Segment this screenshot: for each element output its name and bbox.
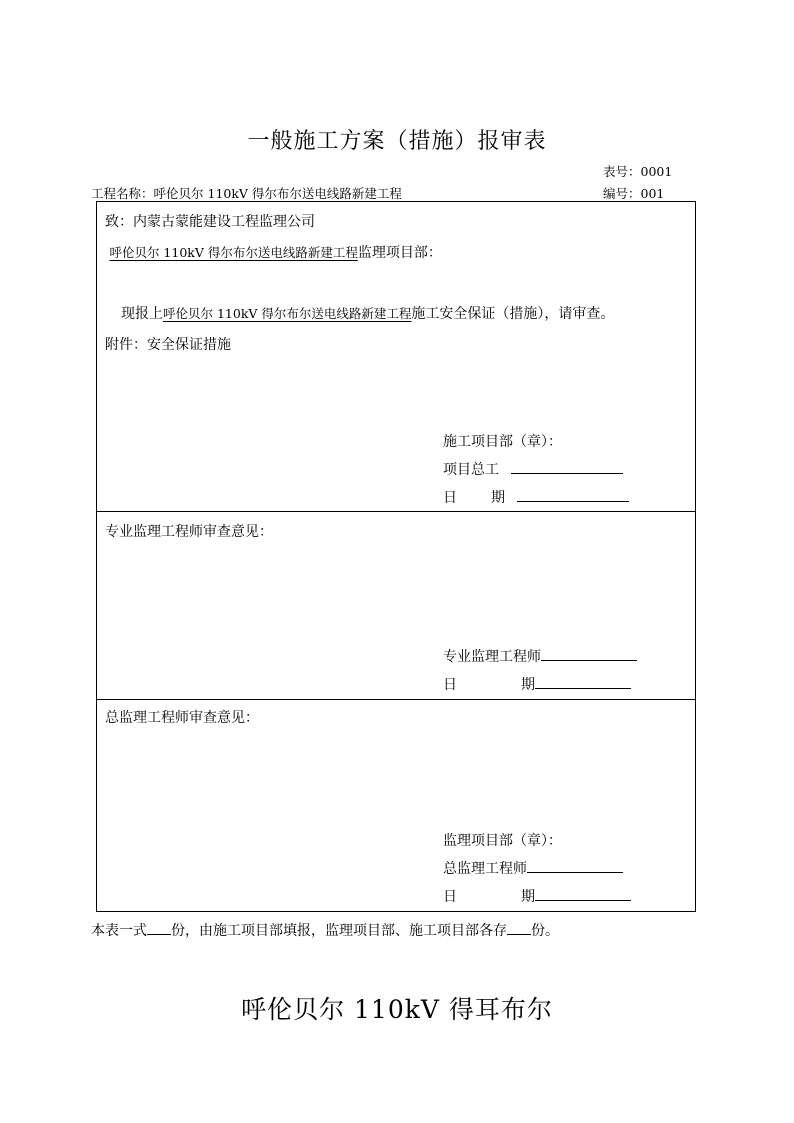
footnote-part1: 本表一式	[91, 923, 147, 939]
specialist-engineer-signature-field[interactable]	[541, 648, 637, 661]
section2-date-field[interactable]	[535, 676, 631, 689]
section1-date-line	[443, 487, 629, 507]
chief-engineer-line	[443, 459, 623, 479]
date-label-day: 日	[443, 677, 457, 693]
date-label-day: 日	[443, 490, 457, 506]
section3-date-field[interactable]	[535, 888, 631, 901]
recipient-line	[105, 211, 315, 231]
date-label-day: 日	[443, 889, 457, 905]
section-divider-2	[96, 699, 696, 700]
submission-statement	[121, 303, 614, 323]
recipient-company: 内蒙古蒙能建设工程监理公司	[133, 214, 315, 230]
chief-supervisor-label: 总监理工程师	[443, 861, 527, 877]
copies-kept-field[interactable]	[507, 922, 531, 935]
footnote-part2: 份，由施工项目部填报，监理项目部、施工项目部各存	[171, 923, 507, 939]
specialist-engineer-label: 专业监理工程师	[443, 649, 541, 665]
project-name-label: 工程名称：	[91, 186, 154, 201]
section2-date-line	[443, 674, 631, 694]
footnote-part3: 份。	[531, 923, 559, 939]
submission-prefix: 现报上	[121, 306, 163, 322]
date-label-period: 期	[491, 490, 505, 506]
specialist-review-heading: 专业监理工程师审查意见：	[105, 524, 273, 540]
form-title: 一般施工方案（措施）报审表	[247, 129, 547, 154]
specialist-engineer-line	[443, 646, 637, 666]
chief-engineer-signature-field[interactable]	[511, 461, 623, 474]
submission-project: 呼伦贝尔 110kV 得尔布尔送电线路新建工程	[163, 306, 412, 321]
submission-suffix: 施工安全保证（措施），请审查。	[411, 306, 615, 322]
date-label-period: 期	[521, 677, 535, 693]
section-divider-1	[96, 511, 696, 512]
supervision-dept-line	[105, 242, 442, 262]
project-name-line	[91, 184, 402, 202]
supervision-dept-suffix: 监理项目部：	[357, 245, 442, 261]
chief-engineer-label: 项目总工	[443, 462, 499, 478]
date-label-period: 期	[521, 889, 535, 905]
supervision-dept-project: 呼伦贝尔 110kV 得尔布尔送电线路新建工程	[109, 245, 358, 260]
attachment-line: 附件：安全保证措施	[105, 337, 231, 353]
supervision-dept-seal: 监理项目部（章）：	[443, 833, 562, 849]
recipient-label: 致：	[105, 214, 133, 230]
serial-number: 编号：001	[603, 186, 665, 201]
project-name-value: 呼伦贝尔 110kV 得尔布尔送电线路新建工程	[153, 186, 402, 201]
section1-date-field[interactable]	[517, 489, 629, 502]
chief-supervisor-signature-field[interactable]	[527, 860, 623, 873]
construction-dept-seal: 施工项目部（章）：	[443, 434, 562, 450]
bottom-project-title: 呼伦贝尔 110kV 得耳布尔	[241, 995, 553, 1024]
copies-footnote	[91, 920, 559, 940]
chief-review-heading: 总监理工程师审查意见：	[105, 710, 259, 726]
chief-supervisor-line	[443, 858, 623, 878]
form-number: 表号：0001	[603, 164, 673, 179]
section3-date-line	[443, 886, 631, 906]
copies-count-field[interactable]	[147, 922, 171, 935]
